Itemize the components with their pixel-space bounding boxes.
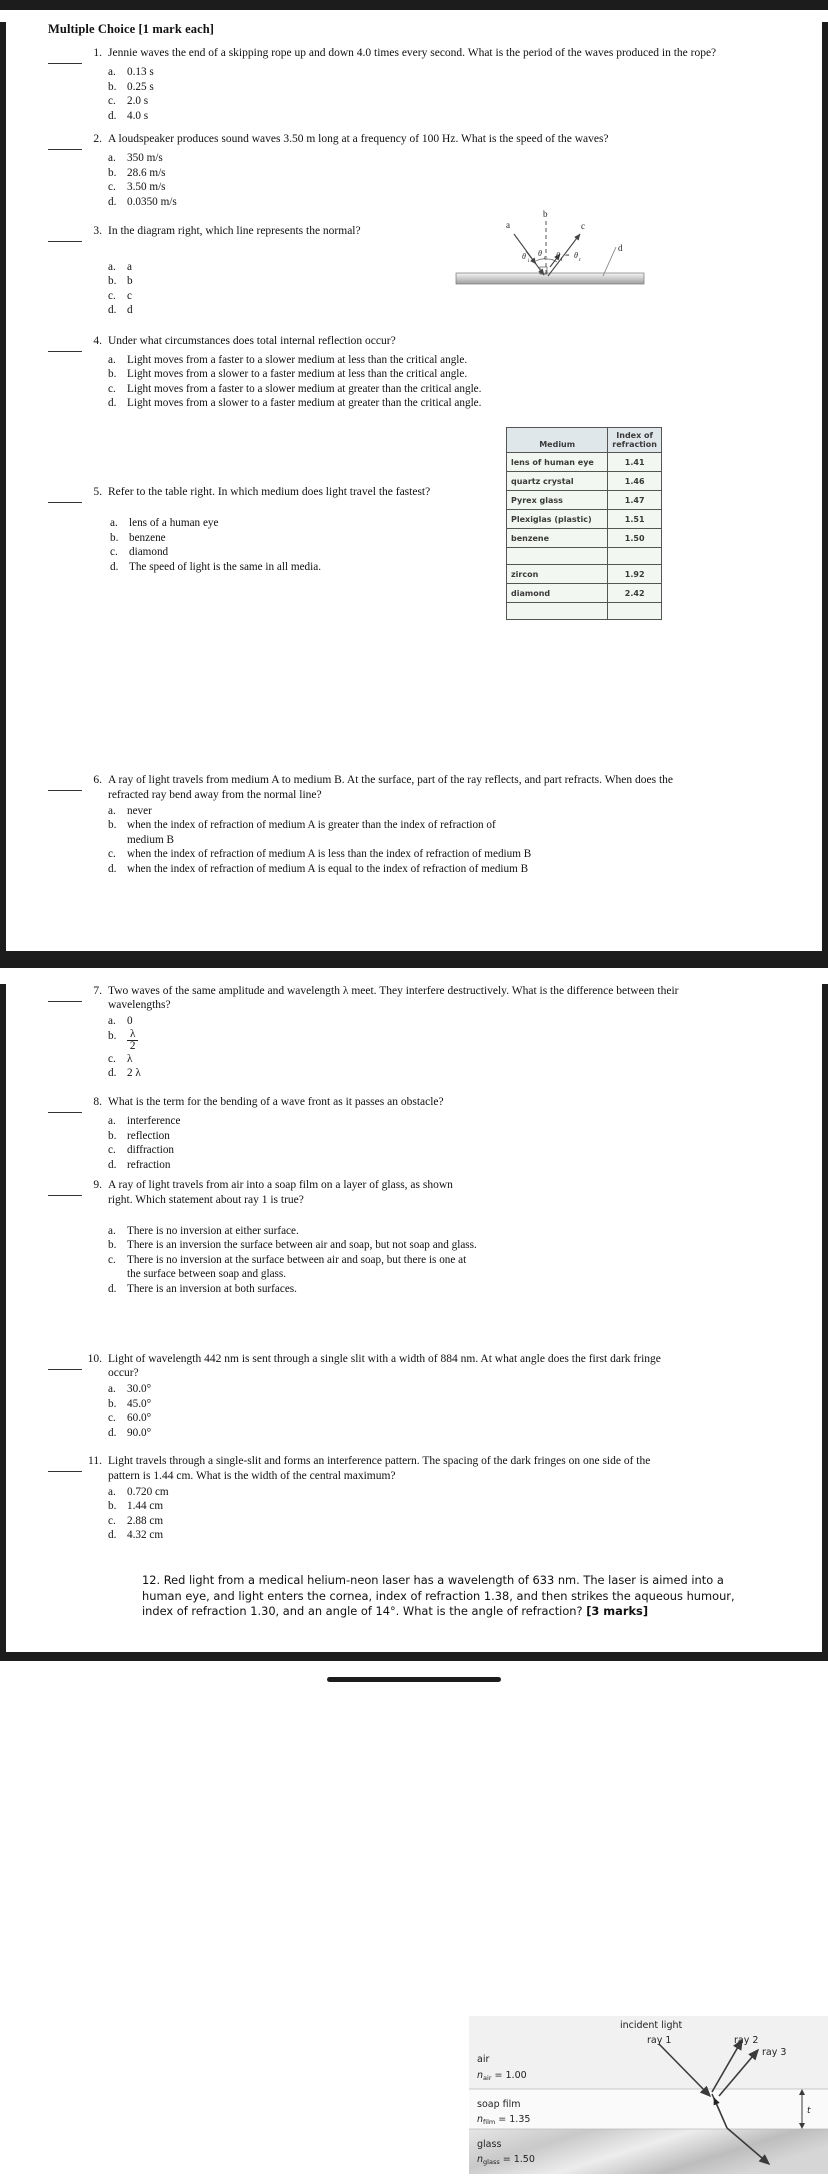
option-2a[interactable] xyxy=(108,151,818,166)
option-text: benzene xyxy=(129,531,166,544)
left-edge-band xyxy=(0,22,6,951)
option-letter: b. xyxy=(108,1029,117,1042)
question-number-1: 1. xyxy=(93,47,102,59)
option-text: 45.0° xyxy=(127,1397,152,1410)
option-9d[interactable] xyxy=(108,1282,478,1297)
option-text: 0.0350 m/s xyxy=(127,195,177,208)
option-letter: c. xyxy=(108,1253,116,1266)
question-number-7: 7. xyxy=(93,984,102,997)
question-number-2: 2. xyxy=(93,133,102,146)
option-7a[interactable] xyxy=(108,1014,818,1029)
option-text: diffraction xyxy=(127,1144,175,1157)
option-letter: a. xyxy=(108,1485,116,1498)
option-8b[interactable] xyxy=(108,1129,818,1144)
option-1b[interactable] xyxy=(108,80,818,95)
svg-text:θ: θ xyxy=(574,251,578,260)
option-text: never xyxy=(127,804,152,817)
answer-blank-5[interactable] xyxy=(48,491,82,503)
option-text: 4.0 s xyxy=(127,109,149,122)
option-text: 350 m/s xyxy=(127,152,163,165)
question-7 xyxy=(10,984,818,1082)
option-text: Light moves from a faster to a slower medium at greater than the critical angle. xyxy=(127,382,482,395)
option-letter: a. xyxy=(108,66,116,78)
cell-medium: zircon xyxy=(507,565,608,584)
option-6d[interactable] xyxy=(108,862,708,877)
cell-medium: lens of human eye xyxy=(507,453,608,472)
cell-index: 1.47 xyxy=(608,491,662,510)
question-text-11: Light travels through a single-slit and forms an interference pattern. The spacing of the dark fringes on one side of the pattern is 1.44 cm. What is the width of the central maximum? xyxy=(108,1455,651,1482)
left-edge-band-2 xyxy=(0,984,6,1653)
option-4b[interactable] xyxy=(108,367,818,382)
answer-blank-6[interactable] xyxy=(48,779,82,791)
home-indicator[interactable] xyxy=(327,1677,501,1682)
options-7 xyxy=(108,1014,818,1081)
option-letter: d. xyxy=(108,397,117,410)
option-letter: d. xyxy=(108,195,117,208)
option-text: b xyxy=(127,275,133,288)
option-letter: b. xyxy=(108,819,117,832)
option-letter: d. xyxy=(108,109,117,122)
option-9b[interactable] xyxy=(108,1238,478,1253)
question-text-12: 12. Red light from a medical helium-neon laser has a wavelength of 633 nm. The laser is aimed into a human eye, and light enters the cornea, index of refraction 1.38, and then strikes the aqueous humour, index of refraction 1.30, and an angle of 14°. What is the angle of refraction? xyxy=(142,1572,735,1619)
option-fraction xyxy=(127,1029,818,1052)
question-number-9: 9. xyxy=(93,1179,102,1192)
question-4 xyxy=(10,334,818,411)
option-4c[interactable] xyxy=(108,382,818,397)
cell-index: 2.42 xyxy=(608,584,662,603)
soap-film-diagram-svg xyxy=(469,2016,828,2174)
option-text: 2 λ xyxy=(127,1067,141,1080)
option-letter: d. xyxy=(108,1158,117,1171)
cell-medium xyxy=(507,548,608,565)
bottom-black-band xyxy=(0,1652,828,1661)
cell-index: 1.51 xyxy=(608,510,662,529)
options-9 xyxy=(108,1224,478,1297)
question-12 xyxy=(142,1573,742,1620)
answer-blank-9[interactable] xyxy=(48,1184,82,1196)
option-text: 2.88 cm xyxy=(127,1514,164,1527)
option-4a[interactable] xyxy=(108,353,818,368)
option-text: 4.32 cm xyxy=(127,1529,164,1542)
option-text: 2.0 s xyxy=(127,95,149,108)
option-1c[interactable] xyxy=(108,94,818,109)
table-row xyxy=(507,510,662,529)
option-text: The speed of light is the same in all media. xyxy=(129,560,322,573)
label-ray-2: ray 2 xyxy=(734,2034,759,2046)
cell-index xyxy=(608,548,662,565)
index-table xyxy=(506,427,662,620)
question-5 xyxy=(10,485,818,574)
option-5c[interactable] xyxy=(110,545,530,560)
question-number-4: 4. xyxy=(93,334,102,347)
option-text: 0 xyxy=(127,1014,133,1027)
label-a: a xyxy=(506,220,510,230)
question-text-2: A loudspeaker produces sound waves 3.50 m long at a frequency of 100 Hz. What is the speed of the waves? xyxy=(108,133,609,146)
label-film-index: $n_{film} = 1.35$ xyxy=(477,2113,531,2126)
option-letter: c. xyxy=(108,289,116,302)
options-8 xyxy=(108,1114,818,1172)
options-10 xyxy=(108,1382,818,1440)
option-text: reflection xyxy=(127,1129,170,1142)
option-letter: d. xyxy=(110,560,119,573)
option-7b[interactable] xyxy=(108,1029,818,1052)
label-angle-equation: θ xyxy=(556,251,560,260)
fraction-lambda-over-2 xyxy=(127,1029,138,1052)
table-body xyxy=(507,453,662,620)
table-row xyxy=(507,453,662,472)
option-text: a xyxy=(127,260,132,273)
cell-index: 1.46 xyxy=(608,472,662,491)
options-11 xyxy=(108,1485,818,1543)
option-letter: b. xyxy=(108,1129,117,1142)
option-5b[interactable] xyxy=(110,531,530,546)
page-title: Multiple Choice [1 mark each] xyxy=(48,22,215,36)
question-text-1: Jennie waves the end of a skipping rope up and down 4.0 times every second. What is the period of the waves produced in the rope? xyxy=(108,47,717,59)
answer-blank-2[interactable] xyxy=(48,138,82,150)
option-letter: a. xyxy=(108,260,116,273)
fraction-denominator: 2 xyxy=(129,1039,136,1052)
exam-sheet-part2 xyxy=(0,984,828,2166)
svg-text:r: r xyxy=(544,255,546,261)
cell-index xyxy=(608,603,662,620)
soap-film-diagram xyxy=(469,2016,828,2174)
cell-index: 1.41 xyxy=(608,453,662,472)
question-text-8: What is the term for the bending of a wave front as it passes an obstacle? xyxy=(108,1096,444,1109)
table-row xyxy=(507,529,662,548)
option-1a[interactable] xyxy=(108,65,818,80)
option-text: 0.720 cm xyxy=(127,1485,169,1498)
option-letter: a. xyxy=(108,1014,116,1027)
option-9c[interactable] xyxy=(108,1253,478,1282)
option-letter: b. xyxy=(110,531,119,544)
option-letter: c. xyxy=(108,181,116,194)
option-text: There is an inversion the surface between air and soap, but not soap and glass. xyxy=(127,1239,477,1252)
question-10 xyxy=(10,1352,818,1441)
cell-medium: Plexiglas (plastic) xyxy=(507,510,608,529)
label-ray-3: ray 3 xyxy=(762,2046,787,2058)
option-text: 3.50 m/s xyxy=(127,181,166,194)
table-row xyxy=(507,584,662,603)
answer-blank-7[interactable] xyxy=(48,990,82,1002)
reflection-diagram-svg xyxy=(410,207,650,302)
top-black-band xyxy=(0,0,828,10)
option-text: Light moves from a faster to a slower medium at less than the critical angle. xyxy=(127,353,468,366)
question-number-8: 8. xyxy=(93,1096,102,1109)
option-10d[interactable] xyxy=(108,1426,818,1441)
svg-text:i: i xyxy=(528,258,530,264)
option-letter: d. xyxy=(108,1529,117,1542)
table-row xyxy=(507,565,662,584)
option-letter: d. xyxy=(108,1426,117,1439)
option-11c[interactable] xyxy=(108,1514,818,1529)
label-air: air xyxy=(477,2053,490,2065)
table-row-empty xyxy=(507,603,662,620)
option-text: There is an inversion at both surfaces. xyxy=(127,1282,297,1295)
label-c: c xyxy=(581,221,585,231)
option-text: interference xyxy=(127,1115,181,1128)
option-text: Light moves from a slower to a faster medium at less than the critical angle. xyxy=(127,368,468,381)
option-11a[interactable] xyxy=(108,1485,818,1500)
options-1 xyxy=(108,65,818,123)
option-3d[interactable] xyxy=(108,303,818,318)
reflection-diagram xyxy=(410,207,650,302)
option-6c[interactable] xyxy=(108,847,708,862)
option-text: d xyxy=(127,304,133,317)
option-text: when the index of refraction of medium A is less than the index of refraction of medium B xyxy=(127,848,532,861)
column-header-index xyxy=(608,428,662,453)
header-index-line2: refraction xyxy=(612,440,657,450)
option-8d[interactable] xyxy=(108,1158,818,1173)
option-letter: b. xyxy=(108,368,117,381)
question-2 xyxy=(10,132,818,209)
fraction-numerator: λ xyxy=(127,1029,138,1041)
option-text: refraction xyxy=(127,1158,171,1171)
question-text-5: Refer to the table right. In which medium does light travel the fastest? xyxy=(108,486,431,498)
option-text: 0.13 s xyxy=(127,66,154,78)
option-letter: d. xyxy=(108,1282,117,1295)
answer-blank-4[interactable] xyxy=(48,340,82,352)
option-text: 30.0° xyxy=(127,1382,152,1395)
table-header-row xyxy=(507,428,662,453)
label-d: d xyxy=(618,243,623,253)
index-of-refraction-table xyxy=(506,427,662,620)
option-letter: b. xyxy=(108,1397,117,1410)
option-text: 28.6 m/s xyxy=(127,166,166,179)
label-soap-film: soap film xyxy=(477,2098,521,2110)
option-letter: a. xyxy=(110,517,118,529)
option-text: lens of a human eye xyxy=(129,517,219,529)
option-letter: a. xyxy=(108,804,116,817)
table-row-empty xyxy=(507,548,662,565)
option-text: 1.44 cm xyxy=(127,1500,164,1513)
option-7c[interactable] xyxy=(108,1052,818,1067)
question-text-9: A ray of light travels from air into a soap film on a layer of glass, as shown right. Which statement about ray 1 is true? xyxy=(108,1179,453,1206)
option-letter: b. xyxy=(108,166,117,179)
option-5a[interactable] xyxy=(110,516,530,531)
option-text: Light moves from a slower to a faster medium at greater than the critical angle. xyxy=(127,397,482,410)
right-edge-band xyxy=(822,22,828,951)
question-6 xyxy=(10,773,818,876)
right-edge-band-2 xyxy=(822,984,828,1653)
label-incident-light: incident light xyxy=(620,2019,683,2031)
option-4d[interactable] xyxy=(108,396,818,411)
option-5d[interactable] xyxy=(110,560,530,575)
question-number-5: 5. xyxy=(93,486,102,498)
option-letter: b. xyxy=(108,1500,117,1513)
option-text: 90.0° xyxy=(127,1426,152,1439)
option-2c[interactable] xyxy=(108,180,818,195)
option-letter: b. xyxy=(108,1239,117,1252)
page-separator-band xyxy=(0,951,828,968)
option-10b[interactable] xyxy=(108,1397,818,1412)
svg-text:=: = xyxy=(565,251,570,260)
option-text: when the index of refraction of medium A is equal to the index of refraction of medium B xyxy=(127,862,529,875)
svg-text:i: i xyxy=(561,257,563,263)
question-12-marks: [3 marks] xyxy=(586,1604,649,1619)
label-b: b xyxy=(543,209,548,219)
option-letter: c. xyxy=(108,1144,116,1157)
option-2b[interactable] xyxy=(108,166,818,181)
option-1d[interactable] xyxy=(108,109,818,124)
option-10c[interactable] xyxy=(108,1411,818,1426)
option-8a[interactable] xyxy=(108,1114,818,1129)
label-thickness: t xyxy=(807,2105,811,2116)
option-text: c xyxy=(127,289,132,302)
option-letter: c. xyxy=(108,95,116,108)
answer-blank-3[interactable] xyxy=(48,230,82,242)
option-6b[interactable] xyxy=(108,818,508,847)
label-theta-i: θ xyxy=(522,252,526,261)
label-ray-1: ray 1 xyxy=(647,2034,672,2046)
answer-blank-10[interactable] xyxy=(48,1358,82,1370)
option-letter: c. xyxy=(108,1052,116,1065)
question-8 xyxy=(10,1095,818,1172)
cell-medium: Pyrex glass xyxy=(507,491,608,510)
question-number-11: 11. xyxy=(88,1455,102,1468)
option-letter: b. xyxy=(108,80,117,93)
option-letter: c. xyxy=(108,1514,116,1527)
label-glass: glass xyxy=(477,2138,502,2150)
option-11d[interactable] xyxy=(108,1528,818,1543)
option-text: diamond xyxy=(129,546,169,559)
option-letter: c. xyxy=(108,848,116,861)
cell-medium: quartz crystal xyxy=(507,472,608,491)
option-10a[interactable] xyxy=(108,1382,818,1397)
option-6a[interactable] xyxy=(108,804,708,819)
question-number-6: 6. xyxy=(93,774,102,787)
question-text-7: Two waves of the same amplitude and wavelength λ meet. They interfere destructively. What is the difference between their wavelengths? xyxy=(108,984,679,1012)
option-letter: c. xyxy=(110,546,118,559)
question-11 xyxy=(10,1454,818,1543)
cell-medium xyxy=(507,603,608,620)
options-4 xyxy=(108,353,818,411)
label-air-index: $n_{air} = 1.00$ xyxy=(477,2069,527,2082)
option-text: 0.25 s xyxy=(127,80,154,93)
question-text-4: Under what circumstances does total internal reflection occur? xyxy=(108,334,396,347)
cell-medium: diamond xyxy=(507,584,608,603)
cell-index: 1.92 xyxy=(608,565,662,584)
options-6 xyxy=(108,804,708,877)
cell-medium: benzene xyxy=(507,529,608,548)
option-text: There is no inversion at the surface between air and soap, but there is one at the surface between soap and glass. xyxy=(127,1253,467,1281)
question-1 xyxy=(10,46,818,123)
option-letter: a. xyxy=(108,1115,116,1128)
options-5 xyxy=(110,516,530,574)
question-text-6: A ray of light travels from medium A to medium B. At the surface, part of the ray reflects, and part refracts. When does the refracted ray bend away from the normal line? xyxy=(108,774,674,801)
option-letter: c. xyxy=(108,1412,116,1425)
option-text: 60.0° xyxy=(127,1412,152,1425)
option-text: when the index of refraction of medium A is greater than the index of refraction of medium B xyxy=(127,819,496,846)
home-indicator-bar xyxy=(0,1661,828,1697)
option-letter: a. xyxy=(108,353,116,366)
option-letter: c. xyxy=(108,382,116,395)
option-text: There is no inversion at either surface. xyxy=(127,1224,299,1237)
table-row xyxy=(507,472,662,491)
option-9a[interactable] xyxy=(108,1224,478,1239)
option-8c[interactable] xyxy=(108,1143,818,1158)
question-text-10: Light of wavelength 442 nm is sent through a single slit with a width of 884 nm. At what angle does the first dark fringe occur? xyxy=(108,1352,661,1380)
answer-blank-8[interactable] xyxy=(48,1101,82,1113)
question-text-3: In the diagram right, which line represents the normal? xyxy=(108,224,361,237)
cell-index: 1.50 xyxy=(608,529,662,548)
label-glass-index: $n_{glass} = 1.50$ xyxy=(477,2153,535,2166)
option-text: λ xyxy=(127,1052,133,1065)
question-9 xyxy=(10,1178,818,1296)
column-header-medium: Medium xyxy=(507,428,608,453)
option-letter: b. xyxy=(108,275,117,288)
header-index-line1: Index of xyxy=(616,431,654,440)
option-7d[interactable] xyxy=(108,1066,818,1081)
table-row xyxy=(507,491,662,510)
option-letter: d. xyxy=(108,862,117,875)
question-number-3: 3. xyxy=(93,224,102,237)
options-2 xyxy=(108,151,818,209)
question-number-10: 10. xyxy=(87,1352,102,1365)
option-letter: a. xyxy=(108,152,116,165)
option-letter: d. xyxy=(108,1067,117,1080)
option-letter: a. xyxy=(108,1224,116,1237)
option-letter: d. xyxy=(108,304,117,317)
label-theta-r: θ xyxy=(538,249,542,258)
svg-text:r: r xyxy=(579,257,581,263)
answer-blank-1[interactable] xyxy=(48,52,82,64)
answer-blank-11[interactable] xyxy=(48,1460,82,1472)
option-11b[interactable] xyxy=(108,1499,818,1514)
option-letter: a. xyxy=(108,1382,116,1395)
exam-sheet-part1 xyxy=(0,22,828,951)
